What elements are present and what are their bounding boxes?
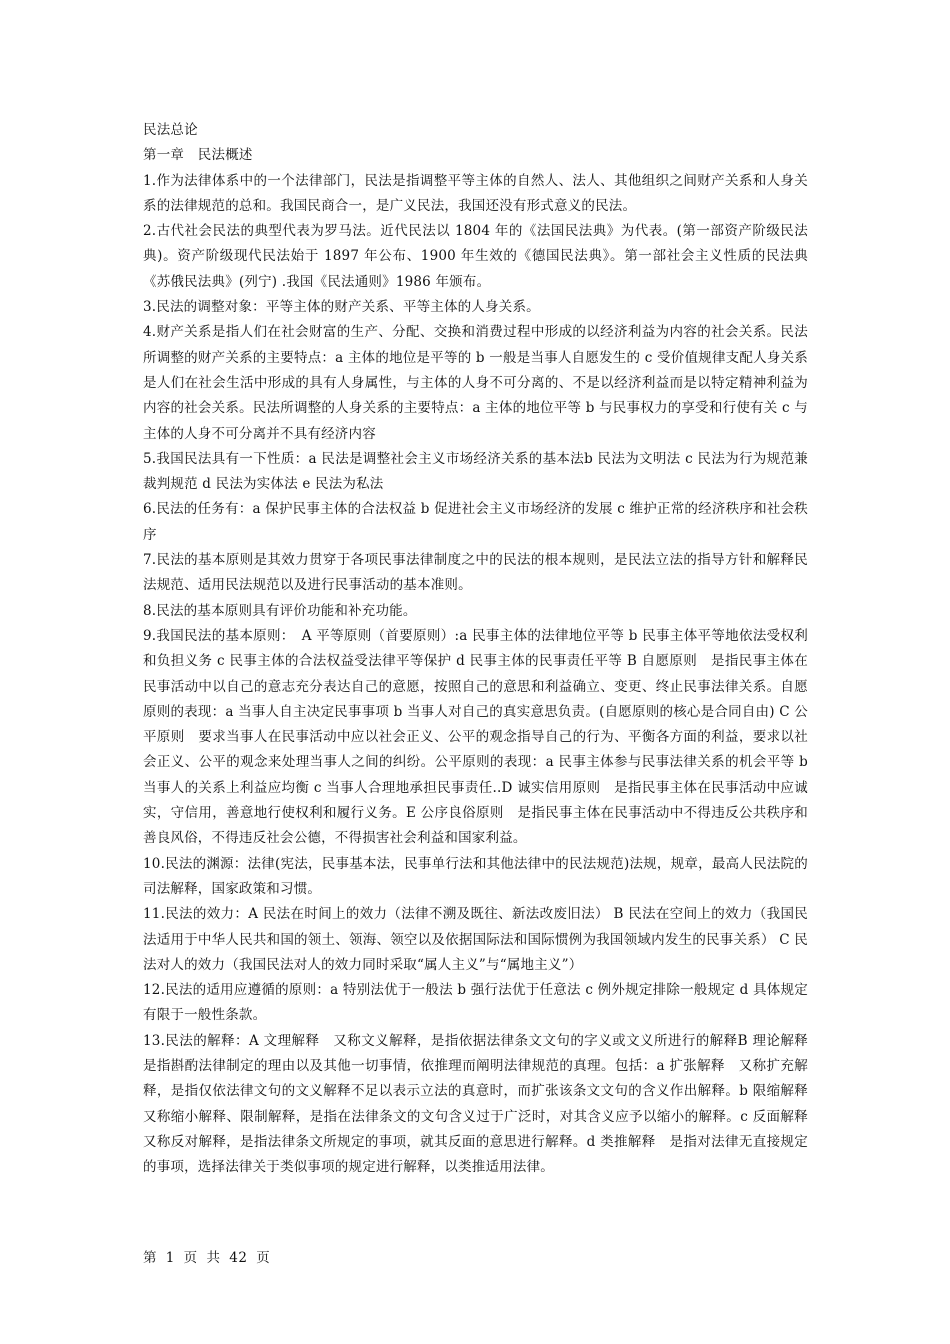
paragraph-1: 1.作为法律体系中的一个法律部门，民法是指调整平等主体的自然人、法人、其他组织之间财产关系和人身关系的法律规范的总和。我国民商合一，是广义民法，我国还没有形式意义的民法。 — [143, 172, 808, 214]
page-footer — [143, 1246, 270, 1266]
paragraph-8: 8.民法的基本原则具有评价功能和补充功能。 — [143, 602, 417, 619]
document-body — [143, 118, 822, 1180]
paragraph-13: 13.民法的解释：A 文理解释 又称文义解释，是指依据法律条文文句的字义或文义所进行的解释B 理论解释 是指斟酌法律制定的理由以及其他一切事情，依推理而阐明法律规范的真理。包括：a 扩张解释 又称扩充解释，是指仅依法律文句的文义解释不足以表示立法的真意时，而扩张该条文文句的含义作出解释。b 限缩解释 又称缩小解释、限制解释，是指在法律条文的文句含义过于广泛时，对其含义应予以缩小的解释。c 反面解释又称反对解释，是指法律条文所规定的事项，就其反面的意思进行解释。d 类推解释 是指对法律无直接规定的事项，选择法律关于类似事项的规定进行解释，以类推适用法律。 — [143, 1032, 822, 1176]
paragraph-6: 6.民法的任务有：a 保护民事主体的合法权益 b 促进社会主义市场经济的发展 c 维护正常的经济秩序和社会秩序 — [143, 501, 808, 543]
paragraph-11: 11.民法的效力：A 民法在时间上的效力（法律不溯及既往、新法改废旧法） B 民法在空间上的效力（我国民法适用于中华人民共和国的领土、领海、领空以及依据国际法和国际惯例为我国领域内发生的民事关系） C 民法对人的效力（我国民法对人的效力同时采取“属人主义”与“属地主义”） — [143, 906, 808, 973]
paragraph-5: 5.我国民法具有一下性质：a 民法是调整社会主义市场经济关系的基本法b 民法为文明法 c 民法为行为规范兼裁判规范 d 民法为实体法 e 民法为私法 — [143, 450, 808, 493]
paragraph-7: 7.民法的基本原则是其效力贯穿于各项民事法律制度之中的民法的根本规则，是民法立法的指导方针和解释民法规范、适用民法规范以及进行民事活动的基本准则。 — [143, 552, 808, 594]
page-indicator: 第 1 页 共 42 页 — [143, 1250, 271, 1266]
paragraph-10: 10.民法的渊源：法律(宪法，民事基本法，民事单行法和其他法律中的民法规范)法规，规章，最高人民法院的司法解释，国家政策和习惯。 — [143, 855, 808, 897]
paragraph-12: 12.民法的适用应遵循的原则：a 特别法优于一般法 b 强行法优于任意法 c 例外规定排除一般规定 d 具体规定有限于一般性条款。 — [143, 982, 808, 1024]
chapter-heading: 第一章 民法概述 — [143, 147, 253, 164]
paragraph-3: 3.民法的调整对象：平等主体的财产关系、平等主体的人身关系。 — [143, 299, 540, 316]
paragraph-2: 2.古代社会民法的典型代表为罗马法。近代民法以 1804 年的《法国民法典》为代表。(第一部资产阶级民法典)。资产阶级现代民法始于 1897 年公布、1900 年生效的《德国民法典》。第一部社会主义性质的民法典《苏俄民法典》(列宁) .我国《民法通则》1986 年颁布。 — [143, 223, 808, 290]
paragraph-9: 9.我国民法的基本原则： A 平等原则（首要原则）:a 民事主体的法律地位平等 b 民事主体平等地依法受权利和负担义务 c 民事主体的合法权益受法律平等保护 d 民事主体的民事责任平等 B 自愿原则 是指民事主体在民事活动中以自己的意志充分表达自己的意愿，按照自己的意思和利益确立、变更、终止民事法律关系。自愿原则的表现：a 当事人自主决定民事事项 b 当事人对自己的真实意思负责。(自愿原则的核心是合同自由) C 公平原则 要求当事人在民事活动中应以社会正义、公平的观念指导自己的行为、平衡各方面的利益，要求以社会正义、公平的观念来处理当事人之间的纠纷。公平原则的表现：a 民事主体参与民事法律关系的机会平等 b 当事人的关系上利益应均衡 c 当事人合理地承担民事责任..D 诚实信用原则 是指民事主体在民事活动中应诚实，守信用，善意地行使权利和履行义务。E 公序良俗原则 是指民事主体在民事活动中不得违反公共秩序和善良风俗，不得违反社会公德，不得损害社会利益和国家利益。 — [143, 627, 808, 847]
document-title: 民法总论 — [143, 122, 198, 138]
paragraph-4: 4.财产关系是指人们在社会财富的生产、分配、交换和消费过程中形成的以经济利益为内容的社会关系。民法所调整的财产关系的主要特点：a 主体的地位是平等的 b 一般是当事人自愿发生的 c 受价值规律支配人身关系是人们在社会生活中形成的具有人身属性，与主体的人身不可分离的、不是以经济利益而是以特定精神利益为内容的社会关系。民法所调整的人身关系的主要特点：a 主体的地位平等 b 与民事权力的享受和行使有关 c 与主体的人身不可分离并不具有经济内容 — [143, 324, 808, 442]
